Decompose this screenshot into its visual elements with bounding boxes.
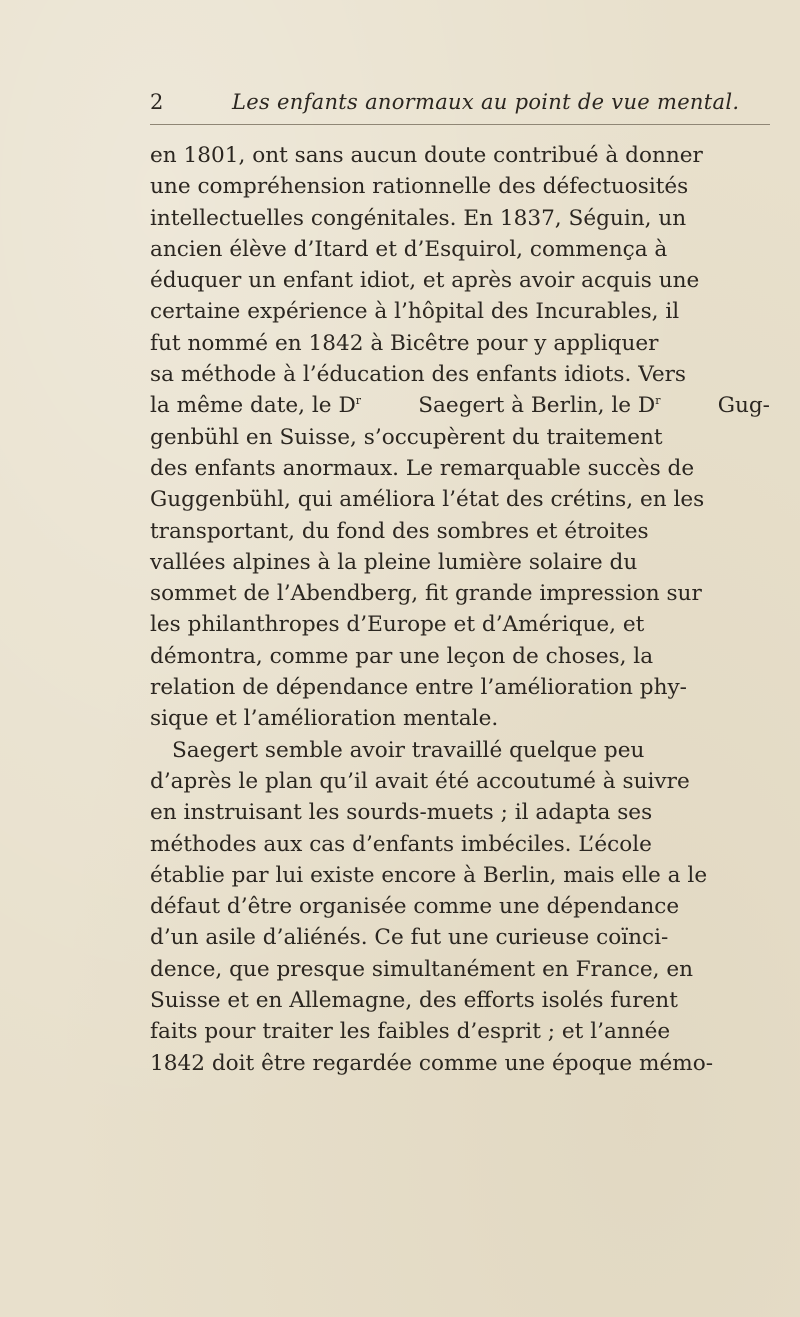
body-text (150, 140, 770, 1079)
text-line: méthodes aux cas d’enfants imbéciles. L’école (150, 831, 652, 857)
text-line: une compréhension rationnelle des défectuosités (150, 174, 689, 200)
text-line-with-superscripts (150, 390, 770, 421)
page-header (150, 80, 770, 120)
superscript: r (655, 394, 661, 408)
text-line: établie par lui existe encore à Berlin, mais elle a le (150, 862, 708, 888)
text-segment: Saegert à Berlin, le $D^r$ (418, 393, 661, 419)
text-line: démontra, comme par une leçon de choses, la (150, 643, 654, 669)
text-line: défaut d’être organisée comme une dépendance (150, 894, 680, 920)
header-rule (150, 124, 770, 125)
text-line: Guggenbühl, qui améliora l’état des crétins, en les (150, 487, 705, 513)
text-line: en 1801, ont sans aucun doute contribué à donner (150, 143, 703, 168)
text-line: Suisse et en Allemagne, des efforts isolés furent (150, 988, 678, 1014)
text-line: Saegert semble avoir travaillé quelque peu (172, 737, 645, 763)
running-title: Les enfants anormaux au point de vue mental. (232, 90, 740, 114)
text-line: fut nommé en 1842 à Bicêtre pour y appliquer (150, 330, 659, 356)
text-line: ancien élève d’Itard et d’Esquirol, commença à (150, 236, 668, 262)
text-line: relation de dépendance entre l’amélioration phy- (150, 675, 687, 701)
text-line: transportant, du fond des sombres et étroites (150, 518, 649, 544)
text-line: genbühl en Suisse, s’occupèrent du traitement (150, 424, 663, 450)
text-line: sommet de l’Abendberg, fit grande impression sur (150, 581, 702, 607)
text-line: d’un asile d’aliénés. Ce fut une curieuse coïnci- (150, 925, 669, 951)
text-line: intellectuelles congénitales. En 1837, Séguin, un (150, 205, 687, 231)
superscript: r (355, 394, 362, 408)
text-line: vallées alpines à la pleine lumière solaire du (150, 549, 638, 575)
page-number: 2 (150, 90, 164, 114)
text-line: sique et l’amélioration mentale. (150, 706, 499, 732)
text-line: faits pour traiter les faibles d’esprit ; et l’année (150, 1019, 671, 1045)
text-line: dence, que presque simultanément en France, en (150, 956, 694, 982)
text-segment: la même date, le $D^r$ (150, 393, 362, 419)
text-line: les philanthropes d’Europe et d’Amérique, et (150, 612, 645, 638)
text-line: en instruisant les sourds-muets ; il adapta ses (150, 800, 653, 826)
text-line: d’après le plan qu’il avait été accoutumé à suivre (150, 768, 690, 794)
text-line: certaine expérience à l’hôpital des Incurables, il (150, 299, 680, 325)
text-line: sa méthode à l’éducation des enfants idiots. Vers (150, 362, 687, 388)
text-line: 1842 doit être regardée comme une époque mémo- (150, 1050, 714, 1076)
text-line: des enfants anormaux. Le remarquable succès de (150, 455, 695, 481)
text-line: éduquer un enfant idiot, et après avoir acquis une (150, 268, 700, 294)
text-segment: Gug- (717, 393, 770, 419)
